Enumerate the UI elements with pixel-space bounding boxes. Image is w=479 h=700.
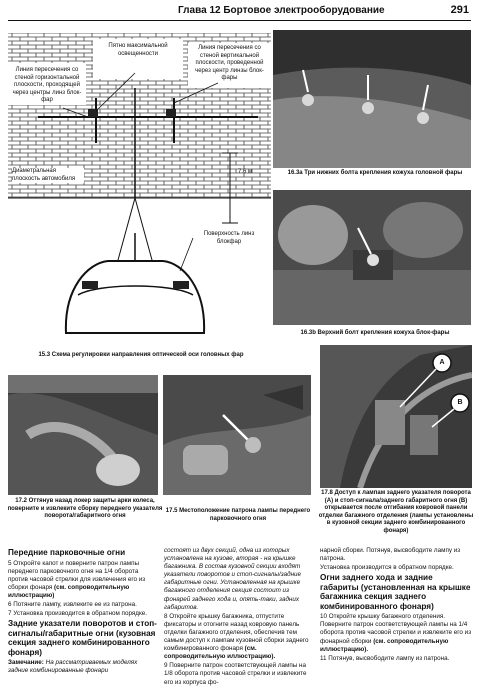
text-column-3 [320, 547, 472, 664]
label-distance: 7.6 м [238, 169, 253, 175]
figure-15-3-caption: 15.3 Схема регулировки направления оптической оси головных фар [38, 352, 244, 358]
rear-lamp-description: состоят из двух секций, одна из которых установлена на кузове, вторая - на крышке багажника. В состав кузовной секции входят указатели поворотов и стоп-сигналы/задние габаритные огни. Установленная на крышке багажного отделения секция состоит из фонарей заднего хода и, опять-таки, задних габаритов. [164, 547, 302, 611]
step-10: 10 Откройте крышку багажного отделения. Поверните патрон соответствующей лампы на 1/4 оборота против часовой стрелки и извлеките его из фонарной сборки (см. сопроводительную иллюстрацию). [320, 613, 472, 653]
label-lens-surface: Поверхность линз блокфар [203, 231, 255, 245]
step-5: 5 Откройте капот и поверните патрон лампы переднего парковочного огня на 1/4 оборота против часовой стрелки для извлечения его из сборки фонаря (см. сопроводительную иллюстрацию) [8, 559, 146, 599]
step-9: 9 Поверните патрон соответствующей лампы на 1/8 оборота против часовой стрелки и извлеките его из корпуса фо- [164, 662, 307, 686]
marker-b: B [457, 399, 463, 406]
car-front-outline [66, 261, 204, 333]
label-vertical: Линия пересечения со стеной вертикальной плоскости, проведенной через центр линзы блок-фары [195, 45, 264, 81]
step-6: 6 Потяните лампу, извлеките ее из патрона. [8, 600, 137, 608]
figure-16-3a-caption: 16.3a Три нижних болта крепления кожуха головной фары [287, 170, 463, 176]
figure-17-5-photo [163, 375, 311, 495]
label-horizontal: Линия пересечения со стеной горизонтальной плоскости, проходящей через центры линз блок-фар [12, 67, 82, 103]
text-column-1 [8, 547, 158, 676]
figure-17-2-caption: 17.2 Оттянув назад локер защиты арки колеса, поверните и извлеките сборку переднего указателя поворота/габаритного огня [7, 498, 163, 519]
top-bolt [367, 254, 379, 266]
marker-a: A [439, 359, 445, 366]
step-7: 7 Установка производится в обратном порядке. [8, 610, 148, 618]
figure-17-5-caption: 17.5 Местоположение патрона лампы переднего парковочного огня [165, 508, 311, 522]
step-8: 8 Откройте крышку багажника, отпустите фиксаторы и отогните назад ковровую панель отделки багажного отделения, обеспечив тем самым доступ к лампам кузовной сборки заднего комбинированного фонаря (см. сопроводительную иллюстрацию). [164, 612, 309, 661]
heading-parking-lights: Передние парковочные огни [8, 548, 126, 557]
label-spot: Пятно максимальной освещенности [108, 43, 168, 57]
note: Замечание: На рассматриваемых моделях задние комбинированные фонари [8, 659, 138, 675]
figure-17-8-caption: 17.8 Доступ к лампам заднего указателя поворота (А) и стоп-сигнала/заднего габаритного огня (В) открывается после отгибания ковровой панели отделки багажного отделения (лампы установлены в кузовной секции заднего комбинированного фонаря) [318, 490, 474, 534]
figure-15-3 [8, 33, 271, 345]
step-11: 11 Потянув, высвободите лампу из патрона. [320, 654, 450, 662]
heading-rear-indicators: Задние указатели поворотов и стоп-сигналы/габаритные огни (кузовная секция заднего комбинированного фонаря) [8, 619, 157, 657]
bolt-1 [302, 94, 314, 106]
bolt-3 [417, 112, 429, 124]
text-column-2 [164, 547, 312, 688]
bolt-2 [362, 102, 374, 114]
step-9-continued: нарной сборки. Потянув, высвободите лампу из патрона. [320, 547, 461, 563]
lamp-socket [245, 437, 261, 453]
figure-17-2-photo [8, 375, 158, 495]
figure-17-8-photo [320, 345, 472, 488]
page-number: 291 [450, 4, 469, 16]
install-note: Установка производится в обратном порядке. [320, 564, 454, 572]
figure-16-3b-caption: 16.3b Верхний болт крепления кожуха блок-фары [300, 330, 450, 336]
label-diameter-plane: Диаметральная плоскость автомобиля [12, 168, 84, 183]
figure-16-3a-photo [273, 30, 471, 168]
heading-reverse-lights: Огни заднего хода и задние габариты (установленная на крышке багажника секция заднего комбинированного фонаря) [320, 573, 471, 611]
figure-16-3b-photo [273, 190, 471, 325]
chapter-title: Глава 12 Бортовое электрооборудование [178, 5, 385, 16]
page-header [8, 4, 471, 21]
